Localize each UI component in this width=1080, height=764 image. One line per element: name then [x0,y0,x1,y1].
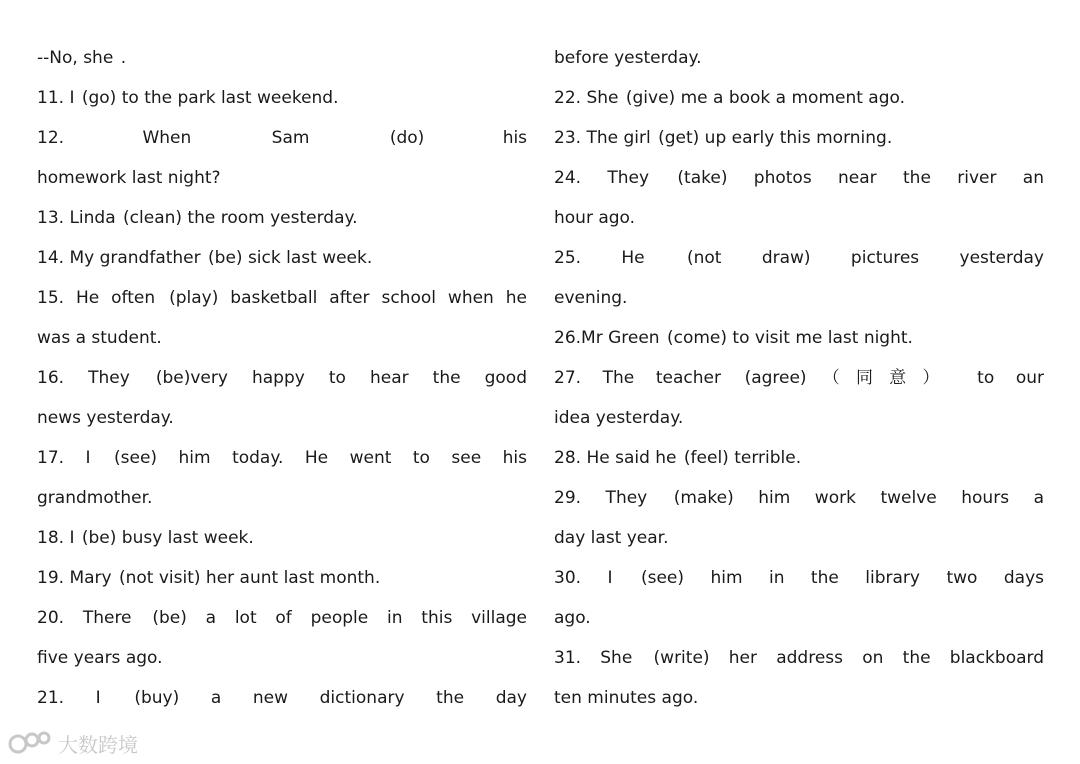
line-text: 30. I [554,568,639,588]
watermark-text: 大数跨境 [58,732,138,757]
line-text: 25. He [554,248,685,268]
line-text: 24. They [554,168,676,188]
line-text: 16. They [37,368,154,388]
exercise-line [37,240,527,280]
line-text: five years ago. [37,648,163,668]
exercise-line [554,480,1044,520]
line-text: 14. My grandfather [37,248,207,268]
exercise-line [554,400,1044,440]
line-text: ten minutes ago. [554,688,699,708]
exercise-line [37,520,527,560]
line-text: 26.Mr Green [554,328,665,348]
line-text: (give) me a book a moment ago. [625,88,906,108]
exercise-line [37,600,527,640]
line-text: his [502,128,527,148]
exercise-line [554,160,1044,200]
exercise-line [37,680,527,720]
line-text: (go) to the park last weekend. [81,88,339,108]
line-text: hour ago. [554,208,636,228]
line-text: (get) up early this morning. [658,128,893,148]
line-text: day last year. [554,528,669,548]
line-text: 19. Mary [37,568,117,588]
line-text: ago. [554,608,591,628]
line-text: . [120,48,127,68]
line-text: (agree)（同意） [744,368,956,388]
exercise-line [554,240,1044,280]
exercise-line [37,440,527,480]
line-text: dictionary [319,688,405,708]
line-text: 15. He often [37,288,168,308]
line-text: day [495,688,527,708]
exercise-line [37,320,527,360]
line-text: the [436,688,465,708]
line-text: 17. I [37,448,113,468]
exercise-line [37,80,527,120]
exercise-line [554,600,1044,640]
line-text: (buy) [134,688,180,708]
right-column [554,40,1044,720]
line-text: 27. The teacher [554,368,743,388]
line-text: 18. I [37,528,80,548]
exercise-line [37,560,527,600]
line-text: (see) him in the library two days [640,568,1044,588]
line-text: (be) a lot of people in this village [152,608,527,628]
line-text: (play) basketball after school when he [169,288,527,308]
exercise-line [554,320,1044,360]
line-text: (feel) terrible. [683,448,802,468]
exercise-line [37,160,527,200]
exercise-line [554,360,1044,400]
logo-icon [8,730,52,756]
line-text: 31. She [554,648,652,668]
exercise-line [554,40,1044,80]
line-text: (do) [389,128,425,148]
line-text: 11. I [37,88,80,108]
exercise-line [554,520,1044,560]
line-text: --No, she [37,48,119,68]
line-text: (write) her address on the blackboard [653,648,1044,668]
exercise-line [554,200,1044,240]
line-text: (be)very happy to hear the good [155,368,527,388]
line-text: (be) sick last week. [208,248,373,268]
exercise-line [554,680,1044,720]
line-text: 28. He said he [554,448,682,468]
line-text: 13. Linda [37,208,122,228]
exercise-line [554,440,1044,480]
line-text: to our [977,368,1044,388]
line-text: 21. [37,688,65,708]
exercise-line [554,280,1044,320]
line-text: evening. [554,288,628,308]
exercise-line [37,400,527,440]
line-text: 12. [37,128,65,148]
line-text: 29. They [554,488,672,508]
exercise-line [37,200,527,240]
line-text: homework last night? [37,168,221,188]
line-text: (see) him today. He went to see his [114,448,527,468]
line-text: (be) busy last week. [81,528,254,548]
exercise-line [554,560,1044,600]
exercise-line [554,80,1044,120]
exercise-line [554,640,1044,680]
line-text: idea yesterday. [554,408,684,428]
line-text: (not draw) pictures yesterday [687,248,1044,268]
line-text: (come) to visit me last night. [666,328,913,348]
line-text: news yesterday. [37,408,174,428]
line-text: 23. The girl [554,128,657,148]
line-text: Sam [271,128,310,148]
watermark [8,728,138,758]
exercise-line [37,480,527,520]
line-text: I [95,688,101,708]
line-text: 22. She [554,88,624,108]
exercise-line [37,40,527,80]
left-column [37,40,527,720]
exercise-line [37,640,527,680]
exercise-line [37,280,527,320]
exercise-line [37,360,527,400]
line-text: (take) photos near the river an [677,168,1044,188]
line-text: before yesterday. [554,48,702,68]
line-text: (make) him work twelve hours a [673,488,1044,508]
line-text: new [252,688,289,708]
line-text: When [142,128,192,148]
exercise-line [37,120,527,160]
line-text: (not visit) her aunt last month. [118,568,381,588]
line-text: grandmother. [37,488,153,508]
line-text: 20. There [37,608,151,628]
exercise-line [554,120,1044,160]
line-text: a [210,688,222,708]
line-text: (clean) the room yesterday. [123,208,358,228]
line-text: was a student. [37,328,162,348]
